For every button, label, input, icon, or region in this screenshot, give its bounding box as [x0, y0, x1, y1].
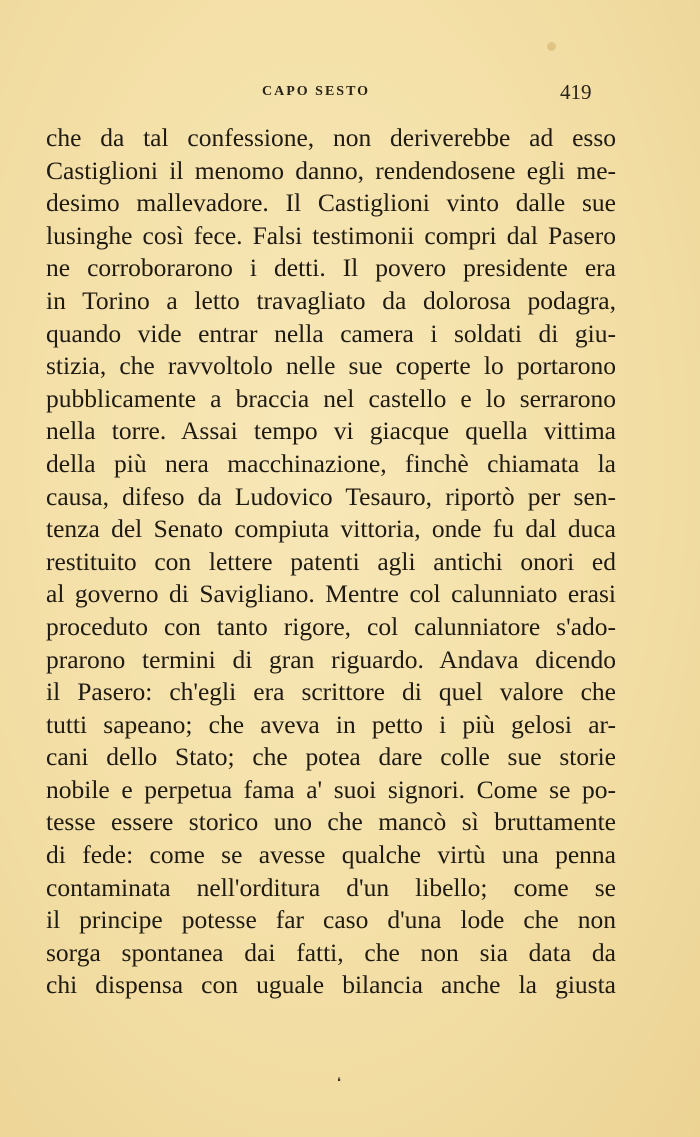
text-line: pubblicamente a braccia nel castello e lo serrarono	[46, 383, 616, 413]
text-line: Castiglioni il menomo danno, rendendosene egli me-	[46, 155, 616, 185]
text-line: il Pasero: ch'egli era scrittore di quel valore che	[46, 677, 616, 707]
text-line: il principe potesse far caso d'una lode che non	[46, 905, 616, 935]
page-header	[0, 80, 700, 108]
text-line: prarono termini di gran riguardo. Andava dicendo	[46, 644, 616, 674]
text-line: contaminata nell'orditura d'un libello; come se	[46, 872, 616, 902]
text-line: cani dello Stato; che potea dare colle sue storie	[46, 742, 616, 772]
body-text	[46, 122, 616, 1002]
text-line: al governo di Savigliano. Mentre col calunniato erasi	[46, 579, 616, 609]
text-line: chi dispensa con uguale bilancia anche la giusta	[46, 970, 616, 1000]
text-line: quando vide entrar nella camera i soldati di giu-	[46, 318, 616, 348]
text-line: proceduto con tanto rigore, col calunniatore s'ado-	[46, 611, 616, 641]
text-line: lusinghe così fece. Falsi testimonii compri dal Pasero	[46, 220, 616, 250]
paper-stain	[547, 42, 556, 51]
text-line: della più nera macchinazione, finchè chiamata la	[46, 448, 616, 478]
text-line: ne corroborarono i detti. Il povero presidente era	[46, 253, 616, 283]
text-line: tenza del Senato compiuta vittoria, onde fu dal duca	[46, 514, 616, 544]
text-line: tesse essere storico uno che mancò sì bruttamente	[46, 807, 616, 837]
text-line: stizia, che ravvoltolo nelle sue coperte lo portarono	[46, 351, 616, 381]
page-number: 419	[560, 80, 592, 104]
printer-mark: ❛	[337, 1075, 341, 1089]
text-line: sorga spontanea dai fatti, che non sia data da	[46, 937, 616, 967]
text-line: di fede: come se avesse qualche virtù una penna	[46, 840, 616, 870]
text-line: causa, difeso da Ludovico Tesauro, riportò per sen-	[46, 481, 616, 511]
text-line: in Torino a letto travagliato da dolorosa podagra,	[46, 285, 616, 315]
running-head: CAPO SESTO	[262, 84, 371, 99]
text-line: desimo mallevadore. Il Castiglioni vinto dalle sue	[46, 188, 616, 218]
text-line: che da tal confessione, non deriverebbe ad esso	[46, 123, 616, 152]
text-line: nobile e perpetua fama a' suoi signori. Come se po-	[46, 774, 616, 804]
text-line: restituito con lettere patenti agli antichi onori ed	[46, 546, 616, 576]
text-line: nella torre. Assai tempo vi giacque quella vittima	[46, 416, 616, 446]
text-line: tutti sapeano; che aveva in petto i più gelosi ar-	[46, 709, 616, 739]
